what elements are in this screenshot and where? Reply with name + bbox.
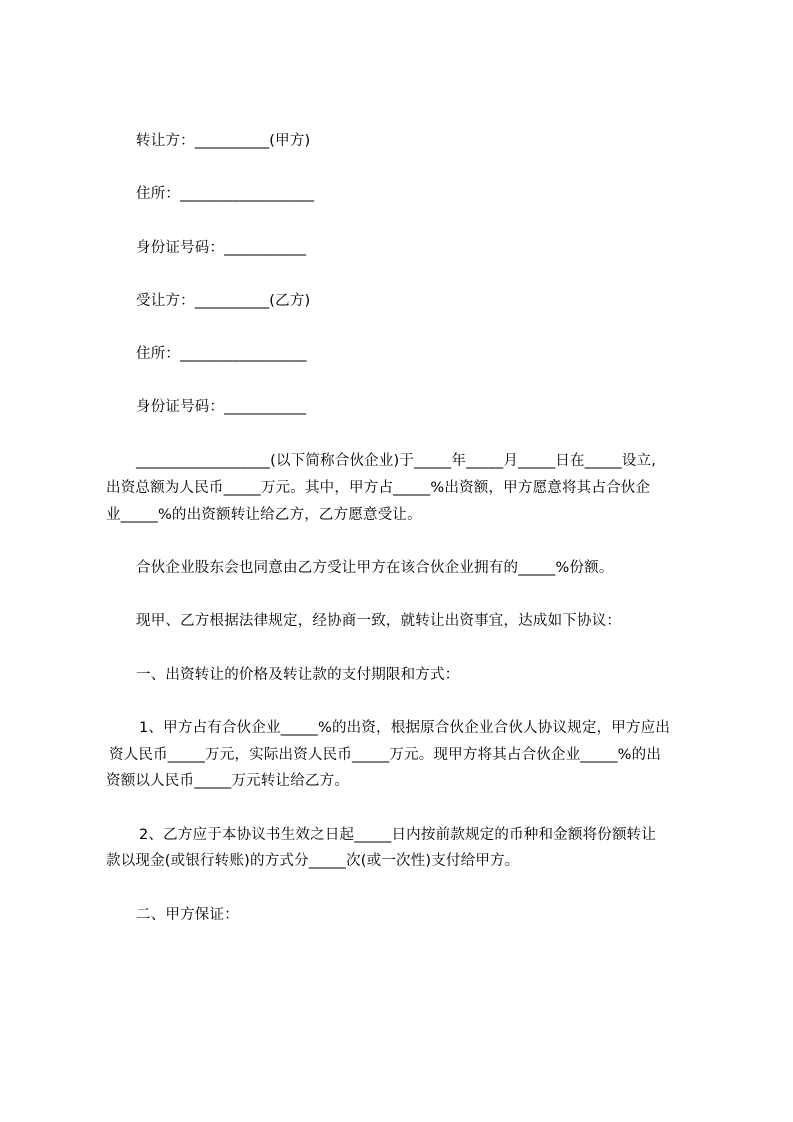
clause-1-line-3: 资额以人民币_____万元转让给乙方。 bbox=[106, 773, 350, 789]
transferee-address-line: 住所：_________________ bbox=[136, 346, 307, 362]
clause-1-line-2: 资人民币_____万元，实际出资人民币_____万元。现甲方将其占合伙企业_____%的出 bbox=[109, 747, 662, 763]
transferor-line: 转让方：__________(甲方) bbox=[136, 133, 311, 149]
section-2-heading: 二、甲方保证： bbox=[136, 907, 239, 923]
clause-1-line-1: 1、甲方占有合伙企业_____%的出资，根据原合伙企业合伙人协议规定，甲方应出 bbox=[139, 720, 671, 736]
transferor-address-line: 住所：__________________ bbox=[136, 186, 315, 202]
transferee-line: 受让方：__________(乙方) bbox=[136, 293, 311, 309]
consent-paragraph: 合伙企业股东会也同意由乙方受让甲方在该合伙企业拥有的_____%份额。 bbox=[136, 560, 614, 576]
transferee-id-line: 身份证号码：___________ bbox=[136, 399, 307, 415]
intro-line-1: __________________(以下简称合伙企业)于_____年_____月_____日在_____设立, bbox=[136, 453, 657, 469]
transferor-id-line: 身份证号码：___________ bbox=[136, 240, 307, 256]
clause-2-line-1: 2、乙方应于本协议书生效之日起_____日内按前款规定的币种和金额将份额转让 bbox=[139, 827, 657, 843]
intro-line-3: 业_____%的出资额转让给乙方，乙方愿意受让。 bbox=[106, 507, 422, 523]
intro-line-2: 出资总额为人民币_____万元。其中，甲方占_____%出资额，甲方愿意将其占合伙企 bbox=[106, 480, 651, 496]
section-1-heading: 一、出资转让的价格及转让款的支付期限和方式： bbox=[136, 667, 460, 683]
clause-2-line-2: 款以现金(或银行转账)的方式分_____次(或一次性)支付给甲方。 bbox=[106, 853, 520, 869]
agreement-intro-paragraph: 现甲、乙方根据法律规定，经协商一致，就转让出资事宜，达成如下协议： bbox=[136, 613, 622, 629]
